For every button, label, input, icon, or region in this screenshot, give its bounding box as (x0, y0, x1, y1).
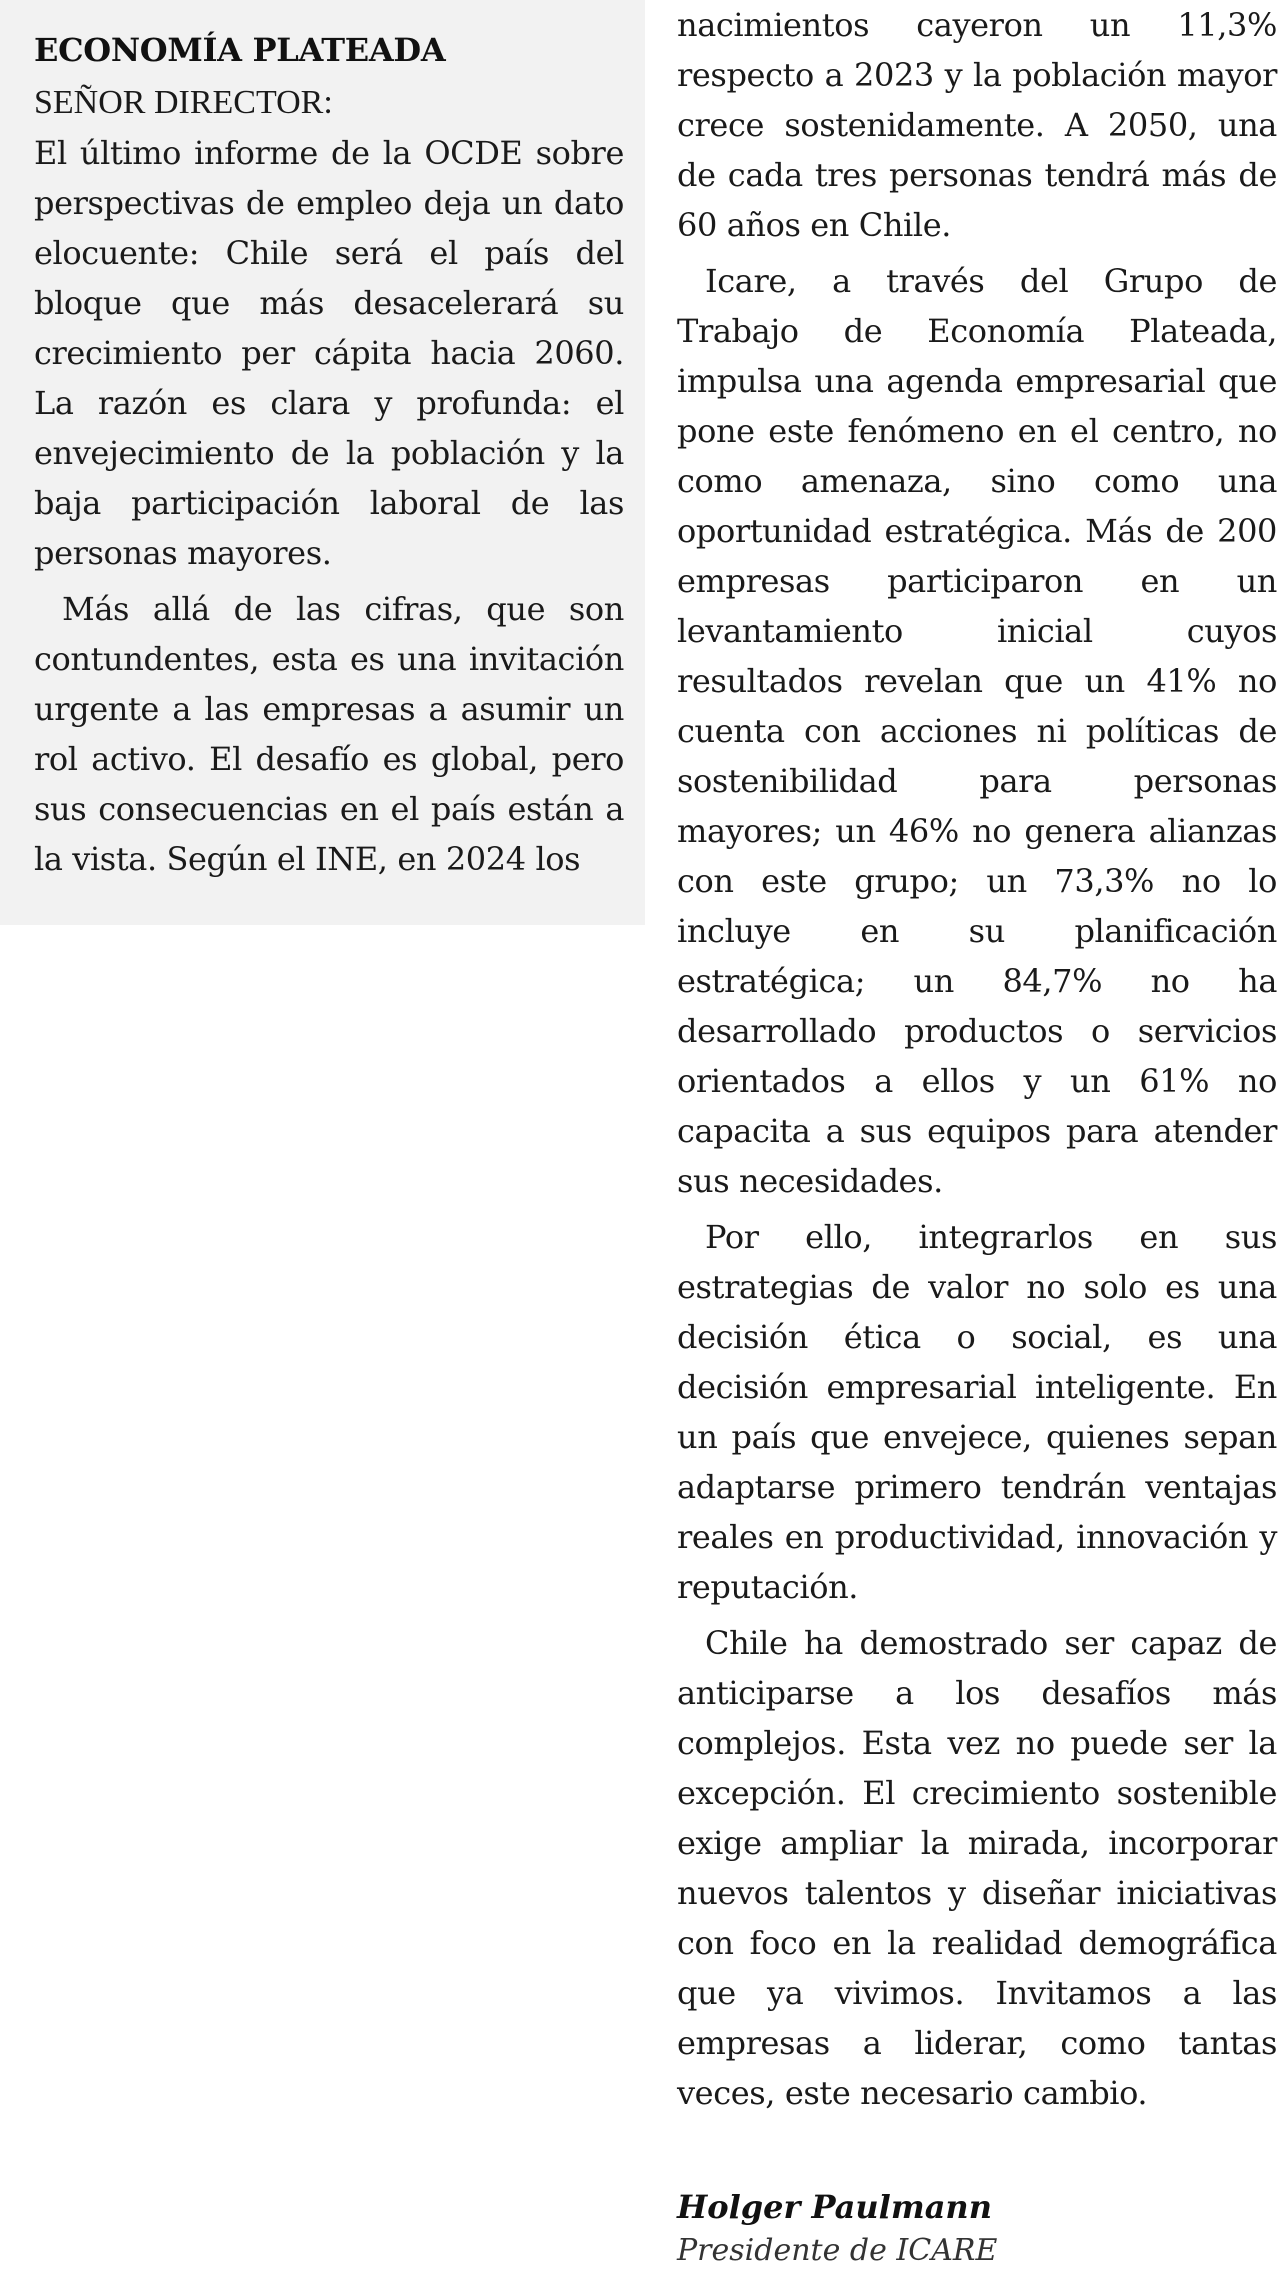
paragraph-5: Por ello, integrarlos en sus estrategias de valor no solo es una decisión ética o social, es una decisión empresarial inteligente. En un país que envejece, quienes sepan adaptarse primero tendrán ventajas reales en productividad, innovación y reputación. (677, 1218, 1277, 1606)
signature-name: Holger Paulmann (677, 2188, 992, 2226)
right-column (677, 0, 1277, 2124)
paragraph-3: nacimientos cayeron un 11,3% respecto a 2023 y la población mayor crece sostenidamente. A 2050, una de cada tres personas tendrá más de 60 años en Chile. (677, 6, 1277, 244)
left-column (34, 22, 624, 890)
paragraph-2: Más allá de las cifras, que son contundentes, esta es una invitación urgente a las empresas a asumir un rol activo. El desafío es global, pero sus consecuencias en el país están a la vista. Según el INE, en 2024 los (34, 590, 624, 878)
paragraph-1: El último informe de la OCDE sobre perspectivas de empleo deja un dato elocuente: Chile será el país del bloque que más desacelerará su crecimiento per cápita hacia 2060. La razón es clara y profunda: el envejecimiento de la población y la baja participación laboral de las personas mayores. (34, 134, 624, 572)
paragraph-6: Chile ha demostrado ser capaz de anticiparse a los desafíos más complejos. Esta vez no puede ser la excepción. El crecimiento sostenible exige ampliar la mirada, incorporar nuevos talentos y diseñar iniciativas con foco en la realidad demográfica que ya vivimos. Invitamos a las empresas a liderar, como tantas veces, este necesario cambio. (677, 1624, 1277, 2112)
letter-signature (677, 2185, 1237, 2273)
signature-title: Presidente de ICARE (677, 2233, 998, 2268)
letter-salutation: SEÑOR DIRECTOR: (34, 84, 333, 121)
paragraph-4: Icare, a través del Grupo de Trabajo de Economía Plateada, impulsa una agenda empresarial que pone este fenómeno en el centro, no como amenaza, sino como una oportunidad estratégica. Más de 200 empresas participaron en un levantamiento inicial cuyos resultados revelan que un 41% no cuenta con acciones ni políticas de sostenibilidad para personas mayores; un 46% no genera alianzas con este grupo; un 73,3% no lo incluye en su planificación estratégica; un 84,7% no ha desarrollado productos o servicios orientados a ellos y un 61% no capacita a sus equipos para atender sus necesidades. (677, 262, 1277, 1200)
letter-headline: ECONOMÍA PLATEADA (34, 31, 446, 69)
